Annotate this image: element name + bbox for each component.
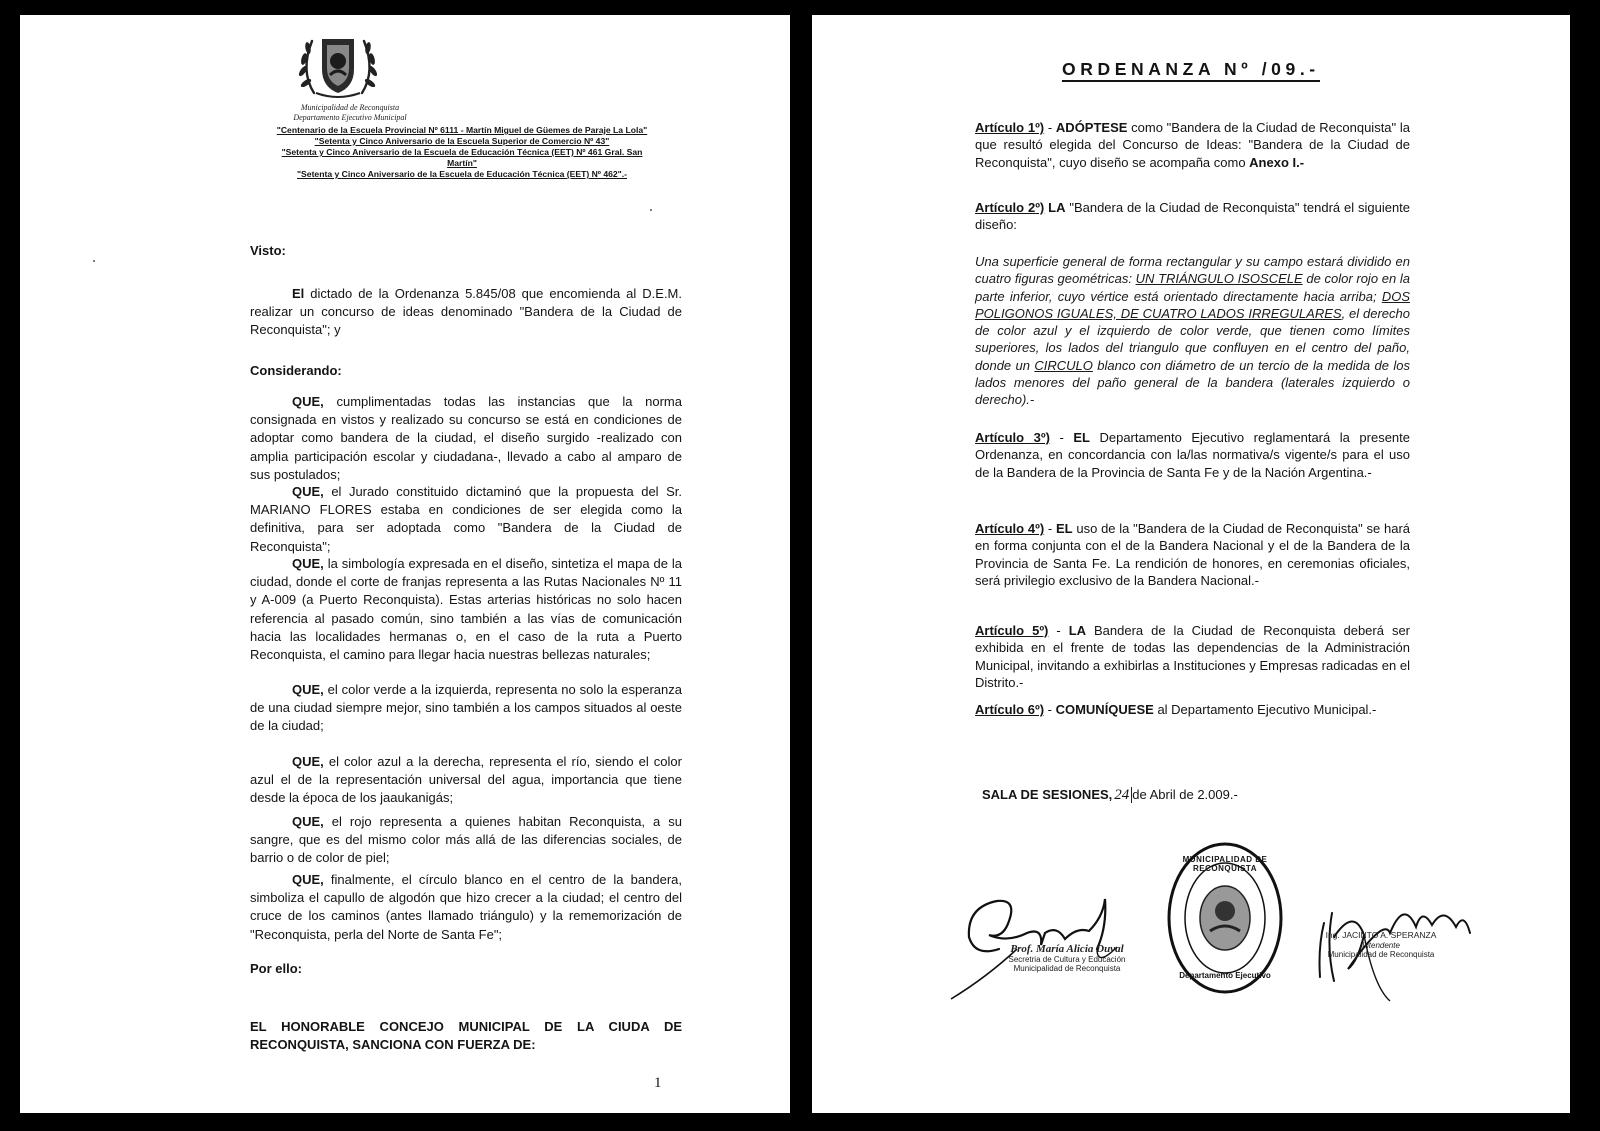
municipality-name: Municipalidad de Reconquista [300, 103, 400, 112]
article-label: Artículo 5º) [975, 623, 1049, 638]
stamp-top-text: MUNICIPALIDAD DE RECONQUISTA [1182, 855, 1268, 873]
considerando-paragraph [250, 555, 682, 664]
signer-institution: Municipalidad de Reconquista [1327, 950, 1435, 959]
article-6: Artículo 6º) - COMUNÍQUESE al Departamento Ejecutivo Municipal.- [975, 702, 1377, 717]
scan-speck [650, 209, 652, 211]
flag-design-description [975, 253, 1410, 409]
design-text: Una superficie general de forma rectangular y su campo estará dividido en cuatro figuras geométricas: [975, 254, 1410, 287]
design-text: de color rojo en la parte inferior, cuyo vértice está orientado directamente hacia arriba; [975, 271, 1411, 304]
design-emphasis: DOS POLIGONOS IGUALES, DE CUATRO LADOS IRREGULARES [975, 288, 1410, 321]
article-text: al Departamento Ejecutivo Municipal.- [1153, 702, 1377, 717]
stamp-bottom-text: Departamento Ejecutivo [1179, 971, 1271, 980]
signer-name: Ing. JACINTO A. SPERANZA [1325, 930, 1437, 940]
article-label: Artículo 3º) [975, 430, 1050, 445]
article-keyword: LA [1048, 200, 1066, 215]
anniversary-line: "Setenta y Cinco Aniversario de la Escuela Superior de Comercio Nº 43" [314, 136, 610, 146]
signature-block-left [992, 945, 1142, 974]
session-date-rest: de Abril de 2.009.- [1132, 787, 1238, 802]
article-label: Artículo 2º) [975, 200, 1045, 215]
article-2 [975, 199, 1410, 234]
document-page-1 [20, 15, 790, 1113]
que-word: QUE, [292, 754, 324, 769]
considerando-text: la simbología expresada en el diseño, sintetiza el mapa de la ciudad, donde el corte de franjas representa a las Rutas Nacionales Nº 11 y A-009 (a Puerto Reconquista). Estas arterias históricas no solo hacen referencia al pasado común, sino también a las vías de comunicación hacia las localidades hermanas o, en el caso de la ruta a Puerto Reconquista, el camino para llegar hacia nuestras bellezas naturales; [250, 556, 682, 663]
article-5: Artículo 5º) - LA Bandera de la Ciudad de Reconquista deberá ser exhibida en el frente de todas las dependencias de la Administración Municipal, invitando a exhibirlas a Instituciones y Empresas radicadas en el Distrito.- [975, 623, 1411, 690]
scan-speck [93, 260, 95, 262]
que-word: QUE, [292, 484, 324, 499]
considerando-text: finalmente, el círculo blanco en el centro de la bandera, simboliza el capullo de algodón que hizo crecer a la ciudad; el centro del cruce de los caminos (antes llamado triángulo) y la rememorización de "Reconquista, perla del Norte de Santa Fe"; [250, 872, 682, 942]
anniversary-header [244, 125, 680, 180]
visto-heading: Visto: [250, 243, 286, 258]
que-word: QUE, [292, 682, 324, 697]
article-3: Artículo 3º) - EL Departamento Ejecutivo reglamentará la presente Ordenanza, en concordancia con la/las normativa/s vigente/s para el uso de la Bandera de la Provincia de Santa Fe y de la Nación Argentina.- [975, 430, 1410, 480]
considerando-paragraph [250, 753, 682, 808]
considerando-text: el color azul a la derecha, representa el río, siendo el color azul el de la representación universal del agua, importancia que tiene desde la época de los jaaukanigás; [250, 754, 682, 806]
municipal-stamp [1166, 841, 1284, 995]
visto-lead: El [292, 286, 305, 301]
article-label: Artículo 4º) [975, 521, 1045, 536]
design-emphasis: CIRCULO [1034, 357, 1093, 373]
document-page-2 [812, 15, 1570, 1113]
article-keyword: EL [1056, 521, 1073, 536]
considerando-text: el color verde a la izquierda, representa no solo la esperanza de una ciudad siempre mejor, sino también a los campos situados al oeste de la ciudad; [250, 682, 682, 734]
considerando-text: el Jurado constituido dictaminó que la propuesta del Sr. MARIANO FLORES estaba en condiciones de ser elegida como la definitiva, para ser adoptada como "Bandera de la Ciudad de Reconquista"; [250, 484, 682, 554]
article-4: Artículo 4º) - EL uso de la "Bandera de la Ciudad de Reconquista" se hará en forma conjunta con el de la Bandera Nacional y el de la Bandera de la Provincia de Santa Fe. La rendición de honores, en ceremonias oficiales, será privilegio exclusivo de la Bandera Nacional.- [975, 521, 1410, 588]
article-text: Bandera de la Ciudad de Reconquista deberá ser exhibida en el frente de todas las dependencias de la Administración Municipal, invitando a exhibirlas a Instituciones y Empresas radicadas en el Distrito.- [975, 623, 1411, 690]
visto-paragraph [250, 285, 682, 340]
session-date [982, 787, 1238, 804]
que-word: QUE, [292, 872, 324, 887]
anniversary-line: Martín" [447, 158, 477, 168]
article-text: Departamento Ejecutivo reglamentará la presente Ordenanza, en concordancia con la/las normativa/s vigente/s para el uso de la Bandera de la Provincia de Santa Fe y de la Nación Argentina.- [975, 430, 1410, 480]
signer-institution: Municipalidad de Reconquista [1013, 964, 1121, 973]
signer-role: Intendente [1362, 940, 1400, 950]
signer-name: Prof. María Alicia Duval [1010, 943, 1124, 955]
signature-block-right [1306, 931, 1456, 960]
session-day: 24 [1112, 787, 1132, 803]
article-1: Artículo 1º) - ADÓPTESE como "Bandera de la Ciudad de Reconquista" la que resultó elegida del Concurso de Ideas: "Bandera de la Ciudad de Reconquista", cuyo diseño se acompaña como Anexo I.- [975, 120, 1410, 170]
anniversary-line: "Centenario de la Escuela Provincial Nº 6111 - Martín Miguel de Güemes de Paraje La Lola" [276, 125, 648, 135]
considerando-paragraph [250, 813, 682, 868]
considerando-paragraph [250, 483, 682, 556]
article-keyword: COMUNÍQUESE [1055, 702, 1154, 717]
considerando-text: cumplimentadas todas las instancias que la norma consignada en vistos y realizado su concurso se está en condiciones de adoptar como bandera de la ciudad, el diseño surgido -realizado con amplia participación escolar y ciudadana-, llevado a cabo al amparo de sus postulados; [250, 394, 682, 482]
article-label: Artículo 6º) [975, 702, 1045, 717]
ordinance-title-text: ORDENANZA Nº /09.- [1062, 59, 1320, 82]
department-name: Departamento Ejecutivo Municipal [293, 113, 407, 122]
anniversary-line: "Setenta y Cinco Aniversario de la Escuela de Educación Técnica (EET) Nº 462".- [296, 169, 627, 179]
visto-text: dictado de la Ordenanza 5.845/08 que encomienda al D.E.M. realizar un concurso de ideas denominado "Bandera de la Ciudad de Reconquista"; y [250, 286, 682, 338]
design-emphasis: UN TRIÁNGULO ISOSCELE [1135, 271, 1303, 287]
considerando-heading: Considerando: [250, 363, 342, 378]
page-number: 1 [654, 1075, 662, 1091]
considerando-paragraph [250, 393, 682, 484]
signer-role: Secretria de Cultura y Educación [1008, 954, 1126, 964]
sanciona-statement: EL HONORABLE CONCEJO MUNICIPAL DE LA CIUDA DE RECONQUISTA, SANCIONA CON FUERZA DE: [250, 1019, 682, 1052]
article-text: "Bandera de la Ciudad de Reconquista" tendrá el siguiente diseño: [975, 200, 1411, 233]
ordinance-title [1062, 59, 1320, 80]
considerando-paragraph [250, 871, 682, 944]
article-label: Artículo 1º) [975, 120, 1045, 135]
design-text: , el derecho de color azul y el izquierdo de color verde, que tienen como límites superiores, los lados del triangulo que confluyen en el centro del paño, donde un [975, 305, 1410, 373]
que-word: QUE, [292, 394, 324, 409]
article-keyword: LA [1068, 623, 1087, 638]
municipal-seal-icon [292, 27, 384, 101]
considerando-paragraph [250, 681, 682, 736]
anexo-label: Anexo I.- [1249, 154, 1305, 170]
article-text: como "Bandera de la Ciudad de Reconquista" la que resultó elegida del Concurso de Ideas: "Bandera de la Ciudad de Reconquista", cuyo diseño se acompaña como [975, 120, 1410, 170]
article-keyword: ADÓPTESE [1055, 120, 1128, 135]
design-text: blanco con diámetro de un tercio de la medida de los lados menores del paño general de la bandera (laterales izquierdo o derecho).- [975, 357, 1410, 408]
considerando-text: el rojo representa a quienes habitan Reconquista, a su sangre, que es del mismo color más allá de las diferencias sociales, de barrio o de color de piel; [250, 814, 682, 866]
session-label: SALA DE SESIONES, [982, 787, 1113, 802]
anniversary-line: "Setenta y Cinco Aniversario de la Escuela de Educación Técnica (EET) Nº 461 Gral. San [281, 147, 643, 157]
que-word: QUE, [292, 814, 324, 829]
article-text: uso de la "Bandera de la Ciudad de Reconquista" se hará en forma conjunta con el de la Bandera Nacional y el de la Bandera de la Provincia de Santa Fe. La rendición de honores, en ceremonias oficiales, será privilegio exclusivo de la Bandera Nacional.- [975, 521, 1410, 588]
por-ello-heading: Por ello: [250, 961, 303, 976]
que-word: QUE, [292, 556, 324, 571]
article-keyword: EL [1073, 430, 1090, 445]
